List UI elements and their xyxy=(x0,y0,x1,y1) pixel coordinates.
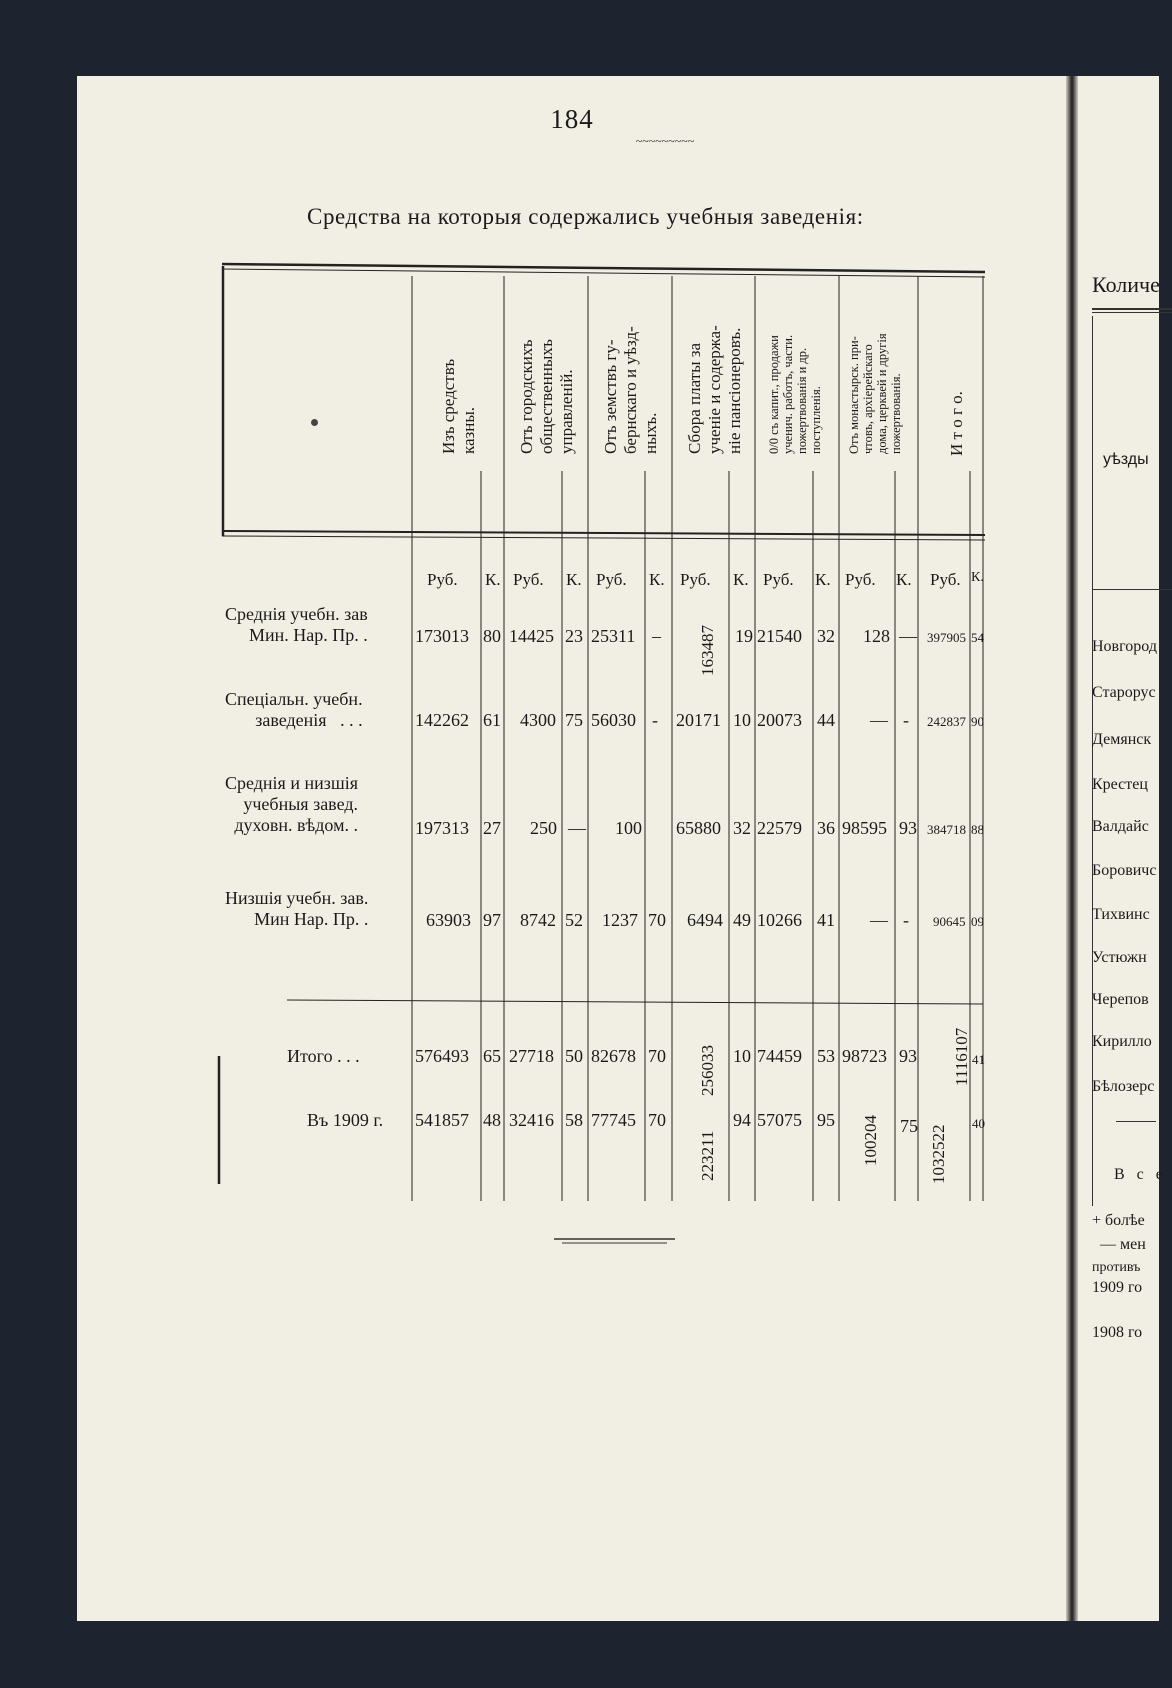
adjacent-list-item: Демянск xyxy=(1092,731,1152,748)
cell-treasury-kop: 80 xyxy=(483,626,501,646)
cell-zemstvo-kop: – xyxy=(652,626,661,646)
prev-treasury-kop: 48 xyxy=(483,1110,501,1130)
cell-monastery-kop: - xyxy=(903,710,909,730)
total-treasury-rub: 576493 xyxy=(415,1046,469,1066)
cell-monastery-rub: — xyxy=(870,710,888,730)
row-label: Низшія учебн. зав. Мин Нар. Пр. . xyxy=(225,888,369,929)
cell-treasury-rub: 63903 xyxy=(426,910,471,930)
adjacent-footer: — мен xyxy=(1100,1236,1146,1253)
cell-fees-kop: 49 xyxy=(733,910,751,930)
prev-city-kop: 58 xyxy=(565,1110,583,1130)
cell-total-kop: 88 xyxy=(971,822,984,837)
cell-city-kop: 52 xyxy=(565,910,583,930)
adjacent-list-item: Крестец xyxy=(1092,776,1148,793)
end-rule xyxy=(77,76,1067,1621)
adjacent-list-item: Тихвинс xyxy=(1092,906,1150,923)
col-header-monastery: Отъ монастырск. при- чтовъ, архіерейскаго дома, церквей и другія пожертвованія. xyxy=(847,333,903,454)
unit-kop: К. xyxy=(649,570,665,589)
cell-fees-rub: 20171 xyxy=(676,710,721,730)
book-gutter xyxy=(1066,76,1078,1621)
book-page xyxy=(77,76,1067,1621)
page-number-ornament: ~~~~~~~~~ xyxy=(635,134,695,148)
table-title: Средства на которыя содержались учебныя заведенія: xyxy=(307,204,864,229)
unit-rub: Руб. xyxy=(427,570,458,589)
adjacent-footer: + болѣе xyxy=(1092,1212,1145,1229)
total-grand-rub: 1116107 xyxy=(952,1027,971,1086)
unit-kop: К. xyxy=(896,570,912,589)
cell-fees-rub: 163487 xyxy=(698,625,717,676)
unit-rub: Руб. xyxy=(596,570,627,589)
cell-interest-rub: 21540 xyxy=(757,626,802,646)
prev-interest-rub: 57075 xyxy=(757,1110,802,1130)
total-row-label: Итого . . . xyxy=(287,1046,360,1066)
total-treasury-kop: 65 xyxy=(483,1046,501,1066)
cell-fees-kop: 32 xyxy=(733,818,751,838)
cell-interest-kop: 36 xyxy=(817,818,835,838)
col-header-fees: Сбора платы за ученіе и содержа- ніе пансіонеровъ. xyxy=(685,325,744,454)
cell-interest-kop: 32 xyxy=(817,626,835,646)
cell-total-rub: 90645 xyxy=(933,914,966,929)
total-monastery-kop: 93 xyxy=(899,1046,917,1066)
cell-interest-rub: 10266 xyxy=(757,910,802,930)
total-fees-kop: 10 xyxy=(733,1046,751,1066)
prev-grand-kop: 40 xyxy=(972,1116,985,1131)
adjacent-page xyxy=(1078,76,1167,1621)
unit-kop: К. xyxy=(815,570,831,589)
adjacent-list-item: Валдайс xyxy=(1092,818,1149,835)
col-header-city: Отъ городскихъ общественныхъ управленій. xyxy=(517,339,576,454)
prev-interest-kop: 95 xyxy=(817,1110,835,1130)
total-zemstvo-rub: 82678 xyxy=(591,1046,636,1066)
cell-total-rub: 242837 xyxy=(927,714,966,729)
cell-zemstvo-rub: 100 xyxy=(615,818,642,838)
cell-total-rub: 384718 xyxy=(927,822,966,837)
cell-zemstvo-kop: - xyxy=(652,710,658,730)
cell-monastery-rub: 98595 xyxy=(842,818,887,838)
unit-rub: Руб. xyxy=(763,570,794,589)
prev-grand-rub: 1032522 xyxy=(929,1124,948,1184)
cell-city-rub: 4300 xyxy=(520,710,556,730)
cell-treasury-kop: 61 xyxy=(483,710,501,730)
row-label: Спеціальн. учебн. заведенія . . . xyxy=(225,689,363,730)
total-monastery-rub: 98723 xyxy=(842,1046,887,1066)
adjacent-list-item: Устюжн xyxy=(1092,949,1147,966)
prev-treasury-rub: 541857 xyxy=(415,1110,469,1130)
total-zemstvo-kop: 70 xyxy=(648,1046,666,1066)
adjacent-footer: 1908 го xyxy=(1092,1324,1143,1341)
total-city-kop: 50 xyxy=(565,1046,583,1066)
adjacent-list-item: Бѣлозерс xyxy=(1092,1078,1155,1095)
adjacent-footer: 1909 го xyxy=(1092,1279,1143,1296)
cell-zemstvo-rub: 56030 xyxy=(591,710,636,730)
prev-monastery-rub: 100204 xyxy=(861,1115,880,1166)
total-grand-kop: 41 xyxy=(972,1052,985,1067)
col-header-treasury: Изъ средствъ казны. xyxy=(439,358,478,454)
prev-year-row-label: Въ 1909 г. xyxy=(307,1110,384,1130)
prev-monastery-kop: 75 xyxy=(900,1116,918,1136)
unit-kop: К. xyxy=(733,570,749,589)
row-label: Среднія учебн. зав Мин. Нар. Пр. . xyxy=(225,604,368,645)
unit-kop: К. xyxy=(485,570,501,589)
adjacent-list-item: Боровичс xyxy=(1092,862,1157,879)
cell-fees-rub: 65880 xyxy=(676,818,721,838)
total-fees-rub: 256033 xyxy=(698,1045,717,1096)
cell-interest-rub: 20073 xyxy=(757,710,802,730)
cell-treasury-rub: 173013 xyxy=(415,626,469,646)
adjacent-list-item: Черепов xyxy=(1092,991,1149,1008)
cell-total-rub: 397905 xyxy=(927,630,966,645)
total-city-rub: 27718 xyxy=(509,1046,554,1066)
unit-kop: К. xyxy=(971,570,984,585)
cell-city-rub: 250 xyxy=(530,818,557,838)
adjacent-footer: противъ xyxy=(1092,1260,1141,1275)
prev-zemstvo-kop: 70 xyxy=(648,1110,666,1130)
cell-interest-kop: 44 xyxy=(817,710,835,730)
adjacent-list-item: Кирилло xyxy=(1092,1033,1152,1050)
cell-monastery-rub: — xyxy=(870,910,888,930)
unit-rub: Руб. xyxy=(513,570,544,589)
cell-total-kop: 09 xyxy=(971,914,984,929)
cell-city-kop: — xyxy=(568,818,586,838)
prev-zemstvo-rub: 77745 xyxy=(591,1110,636,1130)
cell-fees-kop: 19 xyxy=(735,626,753,646)
unit-kop: К. xyxy=(566,570,582,589)
prev-fees-kop: 94 xyxy=(733,1110,751,1130)
cell-monastery-kop: — xyxy=(899,626,917,646)
cell-interest-kop: 41 xyxy=(817,910,835,930)
adjacent-heading: Количе xyxy=(1092,272,1160,297)
cell-treasury-rub: 142262 xyxy=(415,710,469,730)
cell-fees-rub: 6494 xyxy=(687,910,723,930)
cell-city-kop: 75 xyxy=(565,710,583,730)
adjacent-subheading: уѣзды xyxy=(1103,451,1149,468)
adjacent-list-item: Старорус xyxy=(1092,684,1156,701)
total-interest-rub: 74459 xyxy=(757,1046,802,1066)
cell-treasury-kop: 27 xyxy=(483,818,501,838)
page-number: 184 xyxy=(550,104,594,134)
cell-monastery-kop: 93 xyxy=(899,818,917,838)
col-header-interest: 0/0 съ капит., продажи ученич. работъ, части. пожертвованія и др. поступленія. xyxy=(767,334,823,454)
cell-total-kop: 54 xyxy=(971,630,984,645)
col-header-zemstvo: Отъ земствъ гу- бернскаго и уѣзд- ныхъ. xyxy=(601,326,660,454)
total-interest-kop: 53 xyxy=(817,1046,835,1066)
cell-fees-kop: 10 xyxy=(733,710,751,730)
prev-city-rub: 32416 xyxy=(509,1110,554,1130)
cell-monastery-rub: 128 xyxy=(863,626,890,646)
cell-monastery-kop: - xyxy=(903,910,909,930)
adjacent-footer: В с е xyxy=(1114,1166,1167,1183)
adjacent-list-item: Новгород xyxy=(1092,638,1157,655)
unit-rub: Руб. xyxy=(845,570,876,589)
cell-city-rub: 8742 xyxy=(520,910,556,930)
cell-treasury-kop: 97 xyxy=(483,910,501,930)
row-label: Среднія и низшія учебныя завед. духовн. вѣдом. . xyxy=(225,773,358,835)
cell-zemstvo-rub: 25311 xyxy=(591,626,636,646)
cell-city-kop: 23 xyxy=(565,626,583,646)
cell-zemstvo-rub: 1237 xyxy=(602,910,638,930)
cell-zemstvo-kop: 70 xyxy=(648,910,666,930)
cell-total-kop: 90 xyxy=(971,714,984,729)
unit-rub: Руб. xyxy=(680,570,711,589)
cell-interest-rub: 22579 xyxy=(757,818,802,838)
unit-rub: Руб. xyxy=(930,570,961,589)
cell-treasury-rub: 197313 xyxy=(415,818,469,838)
col-header-total: И т о г о. xyxy=(947,391,966,456)
cell-city-rub: 14425 xyxy=(509,626,554,646)
prev-fees-rub: 223211 xyxy=(698,1130,717,1181)
